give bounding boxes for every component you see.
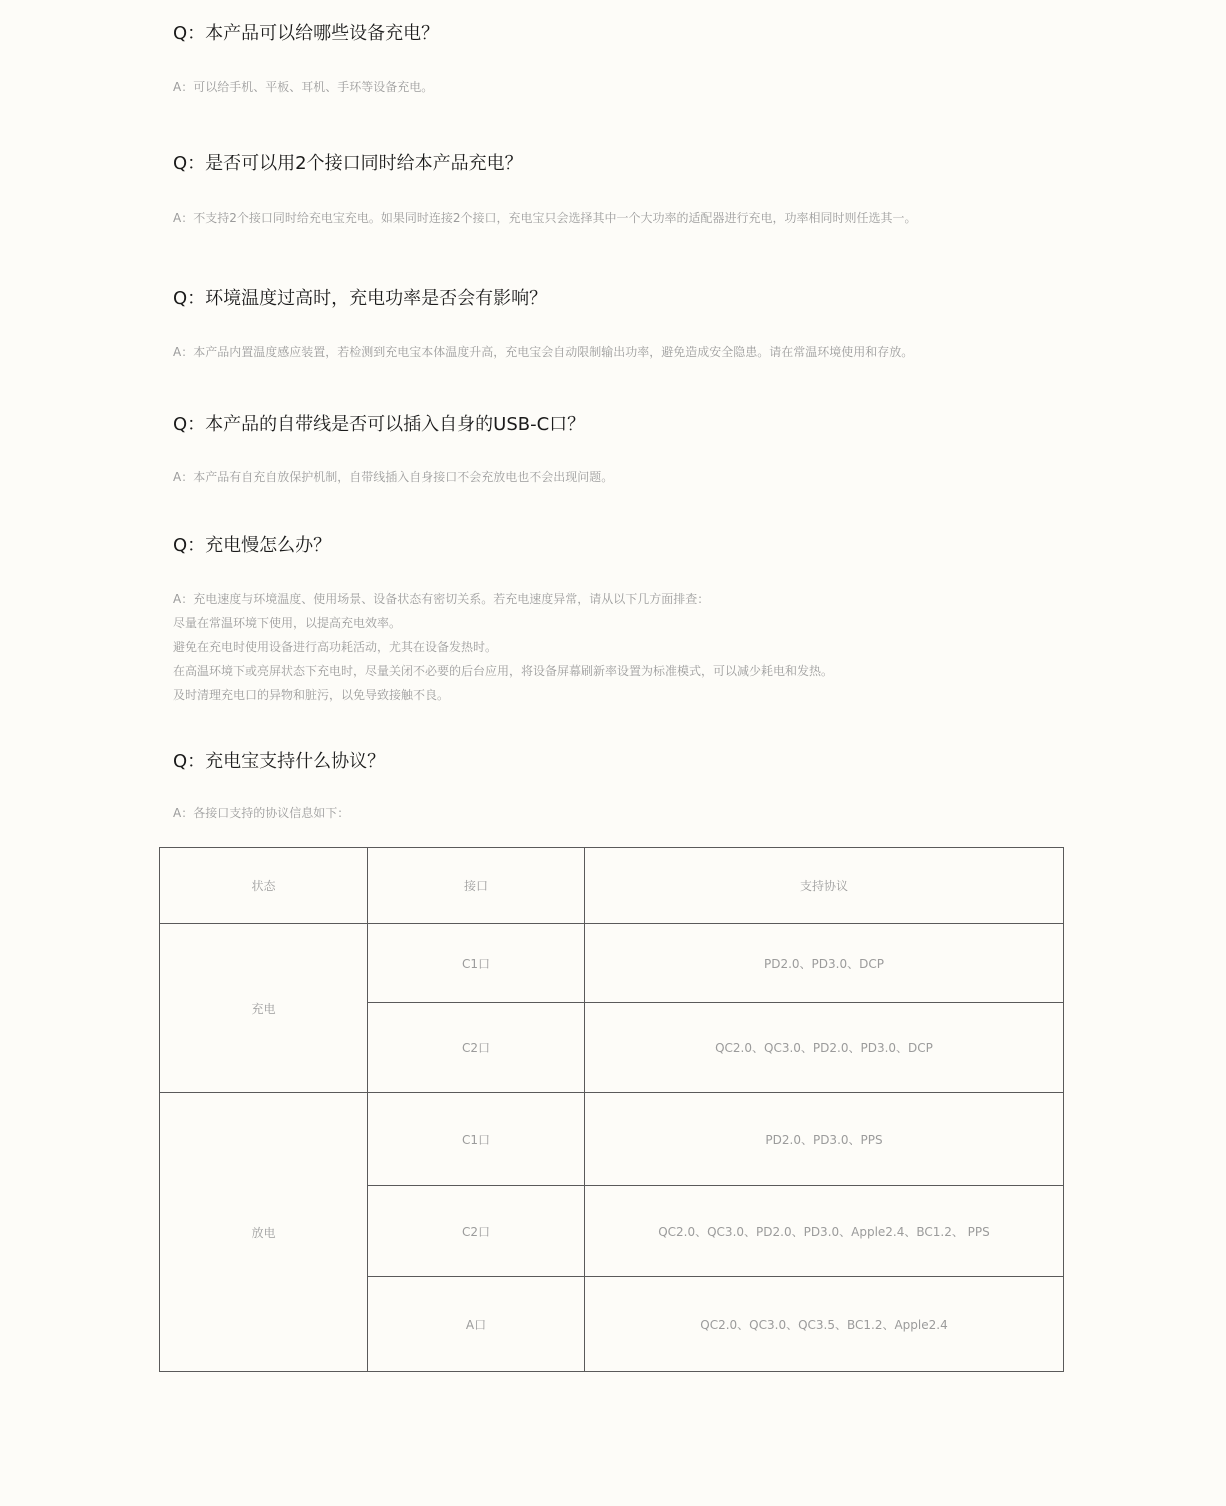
header-protocols: 支持协议 (585, 848, 1064, 924)
protocols-cell: PD2.0、PD3.0、DCP (585, 924, 1064, 1003)
faq-question: Q：环境温度过高时，充电功率是否会有影响？ (173, 288, 548, 309)
faq-question: Q：是否可以用2个接口同时给本产品充电？ (173, 153, 523, 174)
faq-answer (173, 340, 913, 364)
faq-answer (173, 75, 433, 99)
faq-answer (173, 801, 349, 825)
faq-answer-line: 避免在充电时使用设备进行高功耗活动，尤其在设备发热时。 (173, 640, 498, 654)
protocols-cell: QC2.0、QC3.0、PD2.0、PD3.0、Apple2.4、BC1.2、 PPS (585, 1186, 1064, 1277)
port-cell: C1口 (368, 924, 585, 1003)
faq-item (173, 534, 1073, 702)
header-port: 接口 (368, 848, 585, 924)
faq-answer (173, 587, 833, 707)
state-cell: 放电 (160, 1093, 368, 1372)
faq-answer-line: A：充电速度与环境温度、使用场景、设备状态有密切关系。若充电速度异常，请从以下几方面排查： (173, 592, 710, 606)
faq-answer-line: 尽量在常温环境下使用，以提高充电效率。 (173, 616, 402, 630)
faq-answer-line: 及时清理充电口的异物和脏污，以免导致接触不良。 (173, 688, 450, 702)
faq-answer-line: A：不支持2个接口同时给充电宝充电。如果同时连接2个接口，充电宝只会选择其中一个大功率的适配器进行充电，功率相同时则任选其一。 (173, 211, 917, 225)
protocol-table (159, 847, 1064, 1372)
faq-answer (173, 206, 916, 230)
faq-answer-line: A：可以给手机、平板、耳机、手环等设备充电。 (173, 80, 434, 94)
table-header-row (160, 848, 1064, 924)
port-cell: C1口 (368, 1093, 585, 1186)
port-cell: A口 (368, 1277, 585, 1372)
table-row (160, 924, 1064, 1003)
port-cell: C2口 (368, 1186, 585, 1277)
protocols-cell: PD2.0、PD3.0、PPS (585, 1093, 1064, 1186)
faq-answer (173, 465, 613, 489)
faq-question: Q：本产品可以给哪些设备充电？ (173, 23, 440, 44)
faq-question: Q：充电慢怎么办？ (173, 535, 332, 556)
faq-answer-line: A：本产品内置温度感应装置，若检测到充电宝本体温度升高，充电宝会自动限制输出功率，避免造成安全隐患。请在常温环境使用和存放。 (173, 345, 914, 359)
faq-question: Q：充电宝支持什么协议？ (173, 751, 386, 772)
faq-answer-line: A：本产品有自充自放保护机制，自带线插入自身接口不会充放电也不会出现问题。 (173, 470, 614, 484)
faq-item (173, 22, 1073, 94)
port-cell: C2口 (368, 1003, 585, 1093)
protocols-cell: QC2.0、QC3.0、QC3.5、BC1.2、Apple2.4 (585, 1277, 1064, 1372)
state-cell: 充电 (160, 924, 368, 1093)
faq-item (173, 152, 1073, 225)
protocols-cell: QC2.0、QC3.0、PD2.0、PD3.0、DCP (585, 1003, 1064, 1093)
faq-item (173, 750, 1073, 820)
faq-item (173, 287, 1073, 359)
faq-question: Q：本产品的自带线是否可以插入自身的USB-C口？ (173, 414, 586, 435)
header-state: 状态 (160, 848, 368, 924)
faq-answer-line: A：各接口支持的协议信息如下： (173, 806, 350, 820)
table-row (160, 1093, 1064, 1186)
faq-item (173, 413, 1073, 484)
faq-answer-line: 在高温环境下或亮屏状态下充电时，尽量关闭不必要的后台应用，将设备屏幕刷新率设置为标准模式，可以减少耗电和发热。 (173, 664, 834, 678)
